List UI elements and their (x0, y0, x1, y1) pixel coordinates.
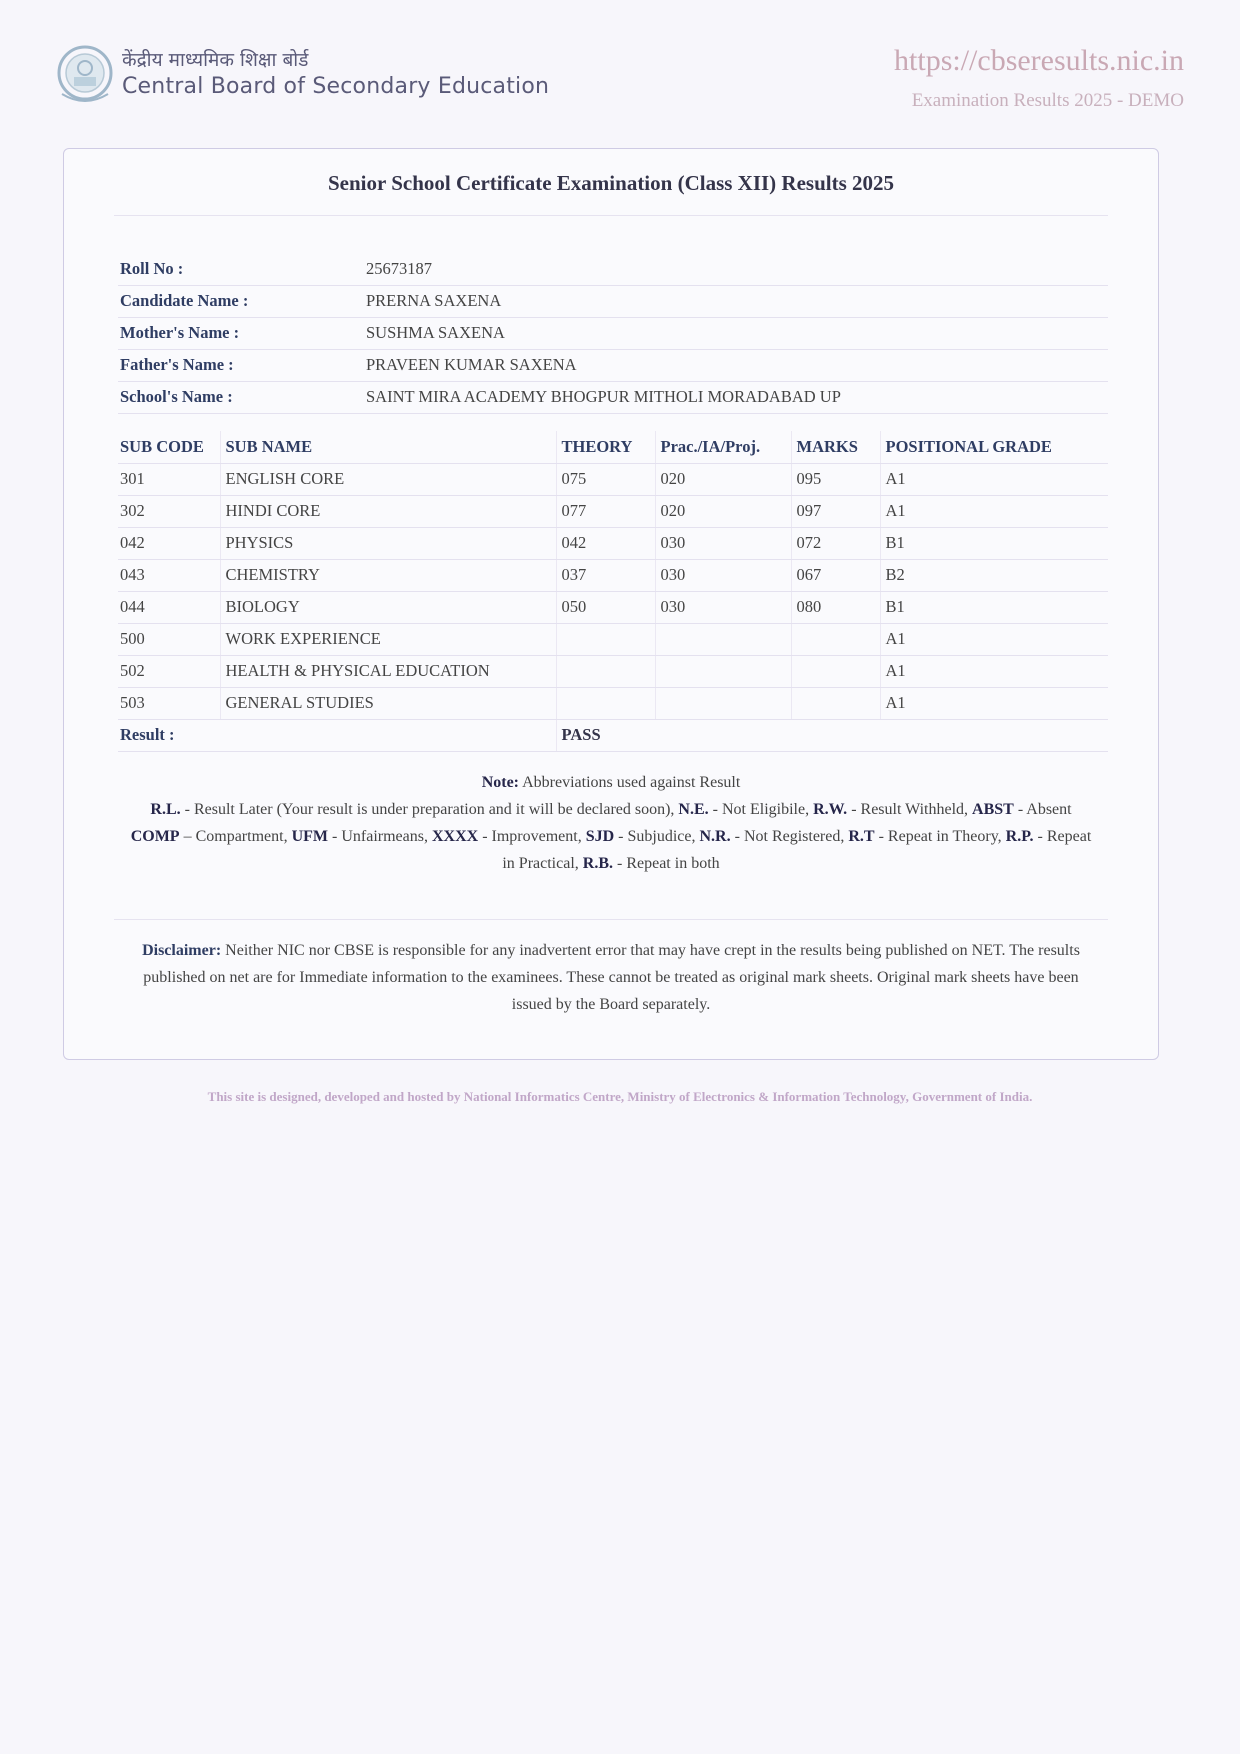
grade: A1 (880, 623, 1108, 655)
theory: 075 (556, 463, 655, 495)
candidate-name-value: PRERNA SAXENA (364, 285, 1108, 317)
col-sub-code: SUB CODE (118, 431, 220, 463)
grade: A1 (880, 687, 1108, 719)
table-row (118, 655, 1108, 687)
result-label: Result : (118, 719, 556, 751)
note-line-2: COMP – Compartment, UFM - Unfairmeans, XXXX - Improvement, SJD - Subjudice, N.R. - Not Registered, R.T - Repeat in Theory, R.P. - Repeat in Practical, R.B. - Repeat in both (130, 828, 1092, 872)
table-row (118, 527, 1108, 559)
theory: 077 (556, 495, 655, 527)
theory: 037 (556, 559, 655, 591)
sub-code: 301 (118, 463, 220, 495)
sub-name: HINDI CORE (220, 495, 556, 527)
sub-name: HEALTH & PHYSICAL EDUCATION (220, 655, 556, 687)
result-row (118, 719, 1108, 751)
marks (791, 623, 880, 655)
col-sub-name: SUB NAME (220, 431, 556, 463)
sub-name: WORK EXPERIENCE (220, 623, 556, 655)
school-name-value: SAINT MIRA ACADEMY BHOGPUR MITHOLI MORADABAD UP (364, 381, 1108, 413)
marks: 067 (791, 559, 880, 591)
site-url: https://cbseresults.nic.in (894, 44, 1184, 77)
sub-code: 044 (118, 591, 220, 623)
marks-table (118, 431, 1108, 752)
col-marks: MARKS (791, 431, 880, 463)
brand-english: Central Board of Secondary Education (122, 74, 550, 99)
disclaimer (124, 937, 1098, 1018)
theory (556, 655, 655, 687)
divider (114, 215, 1108, 216)
grade: B1 (880, 527, 1108, 559)
theory: 042 (556, 527, 655, 559)
father-name-value: PRAVEEN KUMAR SAXENA (364, 349, 1108, 381)
result-value: PASS (556, 719, 1108, 751)
marks (791, 655, 880, 687)
info-row (118, 253, 1108, 285)
table-row (118, 559, 1108, 591)
table-row (118, 623, 1108, 655)
candidate-info-table (118, 253, 1108, 414)
result-card (63, 148, 1159, 1060)
marks: 080 (791, 591, 880, 623)
practical: 020 (655, 463, 791, 495)
sub-code: 502 (118, 655, 220, 687)
table-row (118, 463, 1108, 495)
table-row (118, 495, 1108, 527)
footer-credit: This site is designed, developed and hosted by National Informatics Centre, Ministry of Electronics & Information Technology, Government of India. (207, 1089, 1033, 1104)
sub-name: CHEMISTRY (220, 559, 556, 591)
theory: 050 (556, 591, 655, 623)
sub-name: ENGLISH CORE (220, 463, 556, 495)
father-name-label: Father's Name : (118, 349, 364, 381)
info-row (118, 381, 1108, 413)
roll-no-value: 25673187 (364, 253, 1108, 285)
roll-no-label: Roll No : (118, 253, 364, 285)
mother-name-value: SUSHMA SAXENA (364, 317, 1108, 349)
col-grade: POSITIONAL GRADE (880, 431, 1108, 463)
sub-name: PHYSICS (220, 527, 556, 559)
info-row (118, 317, 1108, 349)
col-practical: Prac./IA/Proj. (655, 431, 791, 463)
marks: 097 (791, 495, 880, 527)
table-row (118, 687, 1108, 719)
sub-name: GENERAL STUDIES (220, 687, 556, 719)
practical: 020 (655, 495, 791, 527)
divider (114, 919, 1108, 920)
disclaimer-text: Neither NIC nor CBSE is responsible for any inadvertent error that may have crept in the results being published on NET. The results published on net are for Immediate information to the examinees. These cannot be treated as original mark sheets. Original mark sheets have been issued by the Board separately. (143, 942, 1080, 1013)
sub-code: 043 (118, 559, 220, 591)
theory (556, 623, 655, 655)
practical: 030 (655, 591, 791, 623)
practical: 030 (655, 527, 791, 559)
grade: A1 (880, 655, 1108, 687)
sub-code: 042 (118, 527, 220, 559)
note-heading: Note: Abbreviations used against Result (481, 774, 741, 791)
sub-name: BIOLOGY (220, 591, 556, 623)
page-header (56, 40, 1184, 120)
grade: A1 (880, 495, 1108, 527)
col-theory: THEORY (556, 431, 655, 463)
info-row (118, 285, 1108, 317)
practical (655, 655, 791, 687)
cbse-emblem-icon (56, 42, 114, 108)
sub-code: 503 (118, 687, 220, 719)
marks: 072 (791, 527, 880, 559)
brand-hindi: केंद्रीय माध्यमिक शिक्षा बोर्ड (122, 49, 309, 71)
table-row (118, 591, 1108, 623)
marks: 095 (791, 463, 880, 495)
mother-name-label: Mother's Name : (118, 317, 364, 349)
note-line-1: R.L. - Result Later (Your result is under preparation and it will be declared soon), N.E. - Not Eligibile, R.W. - Result Withheld, ABST - Absent (150, 801, 1072, 818)
info-row (118, 349, 1108, 381)
candidate-name-label: Candidate Name : (118, 285, 364, 317)
theory (556, 687, 655, 719)
sub-code: 302 (118, 495, 220, 527)
disclaimer-label: Disclaimer: (142, 942, 222, 959)
abbreviation-notes (124, 769, 1098, 877)
practical (655, 687, 791, 719)
sub-code: 500 (118, 623, 220, 655)
school-name-label: School's Name : (118, 381, 364, 413)
result-title: Senior School Certificate Examination (Class XII) Results 2025 (327, 171, 894, 195)
marks-header-row (118, 431, 1108, 463)
site-subtitle: Examination Results 2025 - DEMO (911, 90, 1184, 111)
practical (655, 623, 791, 655)
grade: B2 (880, 559, 1108, 591)
grade: A1 (880, 463, 1108, 495)
practical: 030 (655, 559, 791, 591)
marks (791, 687, 880, 719)
grade: B1 (880, 591, 1108, 623)
